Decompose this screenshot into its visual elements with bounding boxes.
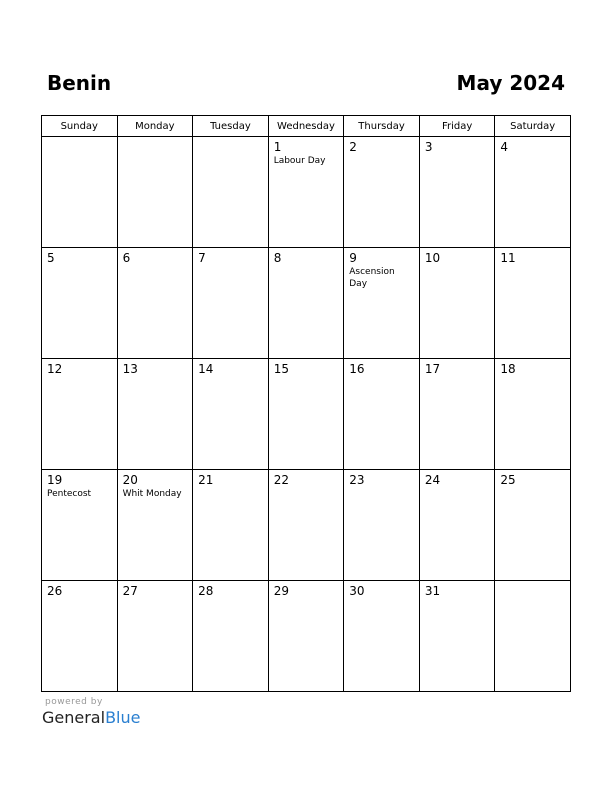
weekday-sunday: Sunday [42,116,118,137]
day-number: 10 [424,251,441,265]
day-number: 30 [349,584,365,598]
day-cell [268,137,344,248]
day-cell [344,248,420,359]
day-cell [495,248,571,359]
day-number: 15 [273,362,289,376]
day-number: 14 [198,362,214,376]
day-number: 1 [273,140,282,154]
weekday-monday: Monday [117,116,193,137]
day-number: 28 [198,584,214,598]
month-year-title: May 2024 [456,71,565,95]
day-cell [193,470,269,581]
day-cell [117,359,193,470]
brand-general-text: General [42,708,106,727]
day-cell [344,137,420,248]
day-number: 11 [500,251,516,265]
day-cell [268,581,344,692]
holiday-label: Whit Monday [122,489,182,499]
calendar-grid [41,115,571,692]
day-number [193,137,268,140]
day-number: 6 [122,251,131,265]
day-cell [117,470,193,581]
day-number: 25 [500,473,516,487]
weekday-saturday: Saturday [495,116,571,137]
day-cell [495,470,571,581]
day-number: 12 [47,362,63,376]
day-number: 5 [47,251,55,265]
day-cell [193,248,269,359]
day-number: 31 [424,584,441,598]
day-cell [419,248,495,359]
day-cell [42,581,118,692]
day-number: 9 [349,251,357,265]
day-cell [344,359,420,470]
day-cell [193,137,269,248]
powered-by-label: powered by [45,697,103,707]
day-cell [42,359,118,470]
day-cell [193,581,269,692]
week-row-5 [42,581,571,692]
day-cell [495,137,571,248]
day-number: 27 [122,584,138,598]
weekday-thursday: Thursday [344,116,420,137]
day-cell [42,248,118,359]
week-row-2 [42,248,571,359]
day-number [495,581,570,584]
day-number: 26 [47,584,63,598]
day-number: 21 [198,473,214,487]
day-number: 4 [500,140,509,154]
day-cell [193,359,269,470]
week-row-4 [42,470,571,581]
day-cell [117,581,193,692]
day-cell [268,359,344,470]
country-title: Benin [47,71,112,95]
weekday-wednesday: Wednesday [268,116,344,137]
day-number: 19 [47,473,63,487]
day-number: 29 [273,584,289,598]
day-number: 18 [500,362,516,376]
generalblue-logo[interactable] [42,708,140,727]
day-cell [268,470,344,581]
day-number [42,137,117,140]
day-cell [344,581,420,692]
day-cell [419,581,495,692]
day-cell [495,359,571,470]
day-number: 3 [424,140,433,154]
weekday-header-row [42,116,571,137]
brand-blue-text: Blue [105,708,141,727]
day-cell [495,581,571,692]
week-row-1 [42,137,571,248]
weekday-tuesday: Tuesday [193,116,269,137]
day-cell [419,470,495,581]
day-number: 20 [122,473,138,487]
day-number: 16 [349,362,365,376]
day-cell [344,470,420,581]
day-cell [117,248,193,359]
week-row-3 [42,359,571,470]
day-cell [117,137,193,248]
day-cell [42,470,118,581]
day-number: 23 [349,473,365,487]
day-number: 2 [349,140,357,154]
day-number: 13 [122,362,138,376]
holiday-label: Labour Day [273,156,326,166]
day-number: 22 [273,473,289,487]
day-cell [419,137,495,248]
day-cell [419,359,495,470]
day-number: 7 [198,251,206,265]
day-number: 8 [273,251,282,265]
day-cell [268,248,344,359]
day-number [118,137,193,140]
day-number: 24 [424,473,441,487]
holiday-label: Ascension Day [349,267,395,289]
holiday-label: Pentecost [47,489,92,499]
weekday-friday: Friday [419,116,495,137]
day-cell [42,137,118,248]
day-number: 17 [424,362,441,376]
